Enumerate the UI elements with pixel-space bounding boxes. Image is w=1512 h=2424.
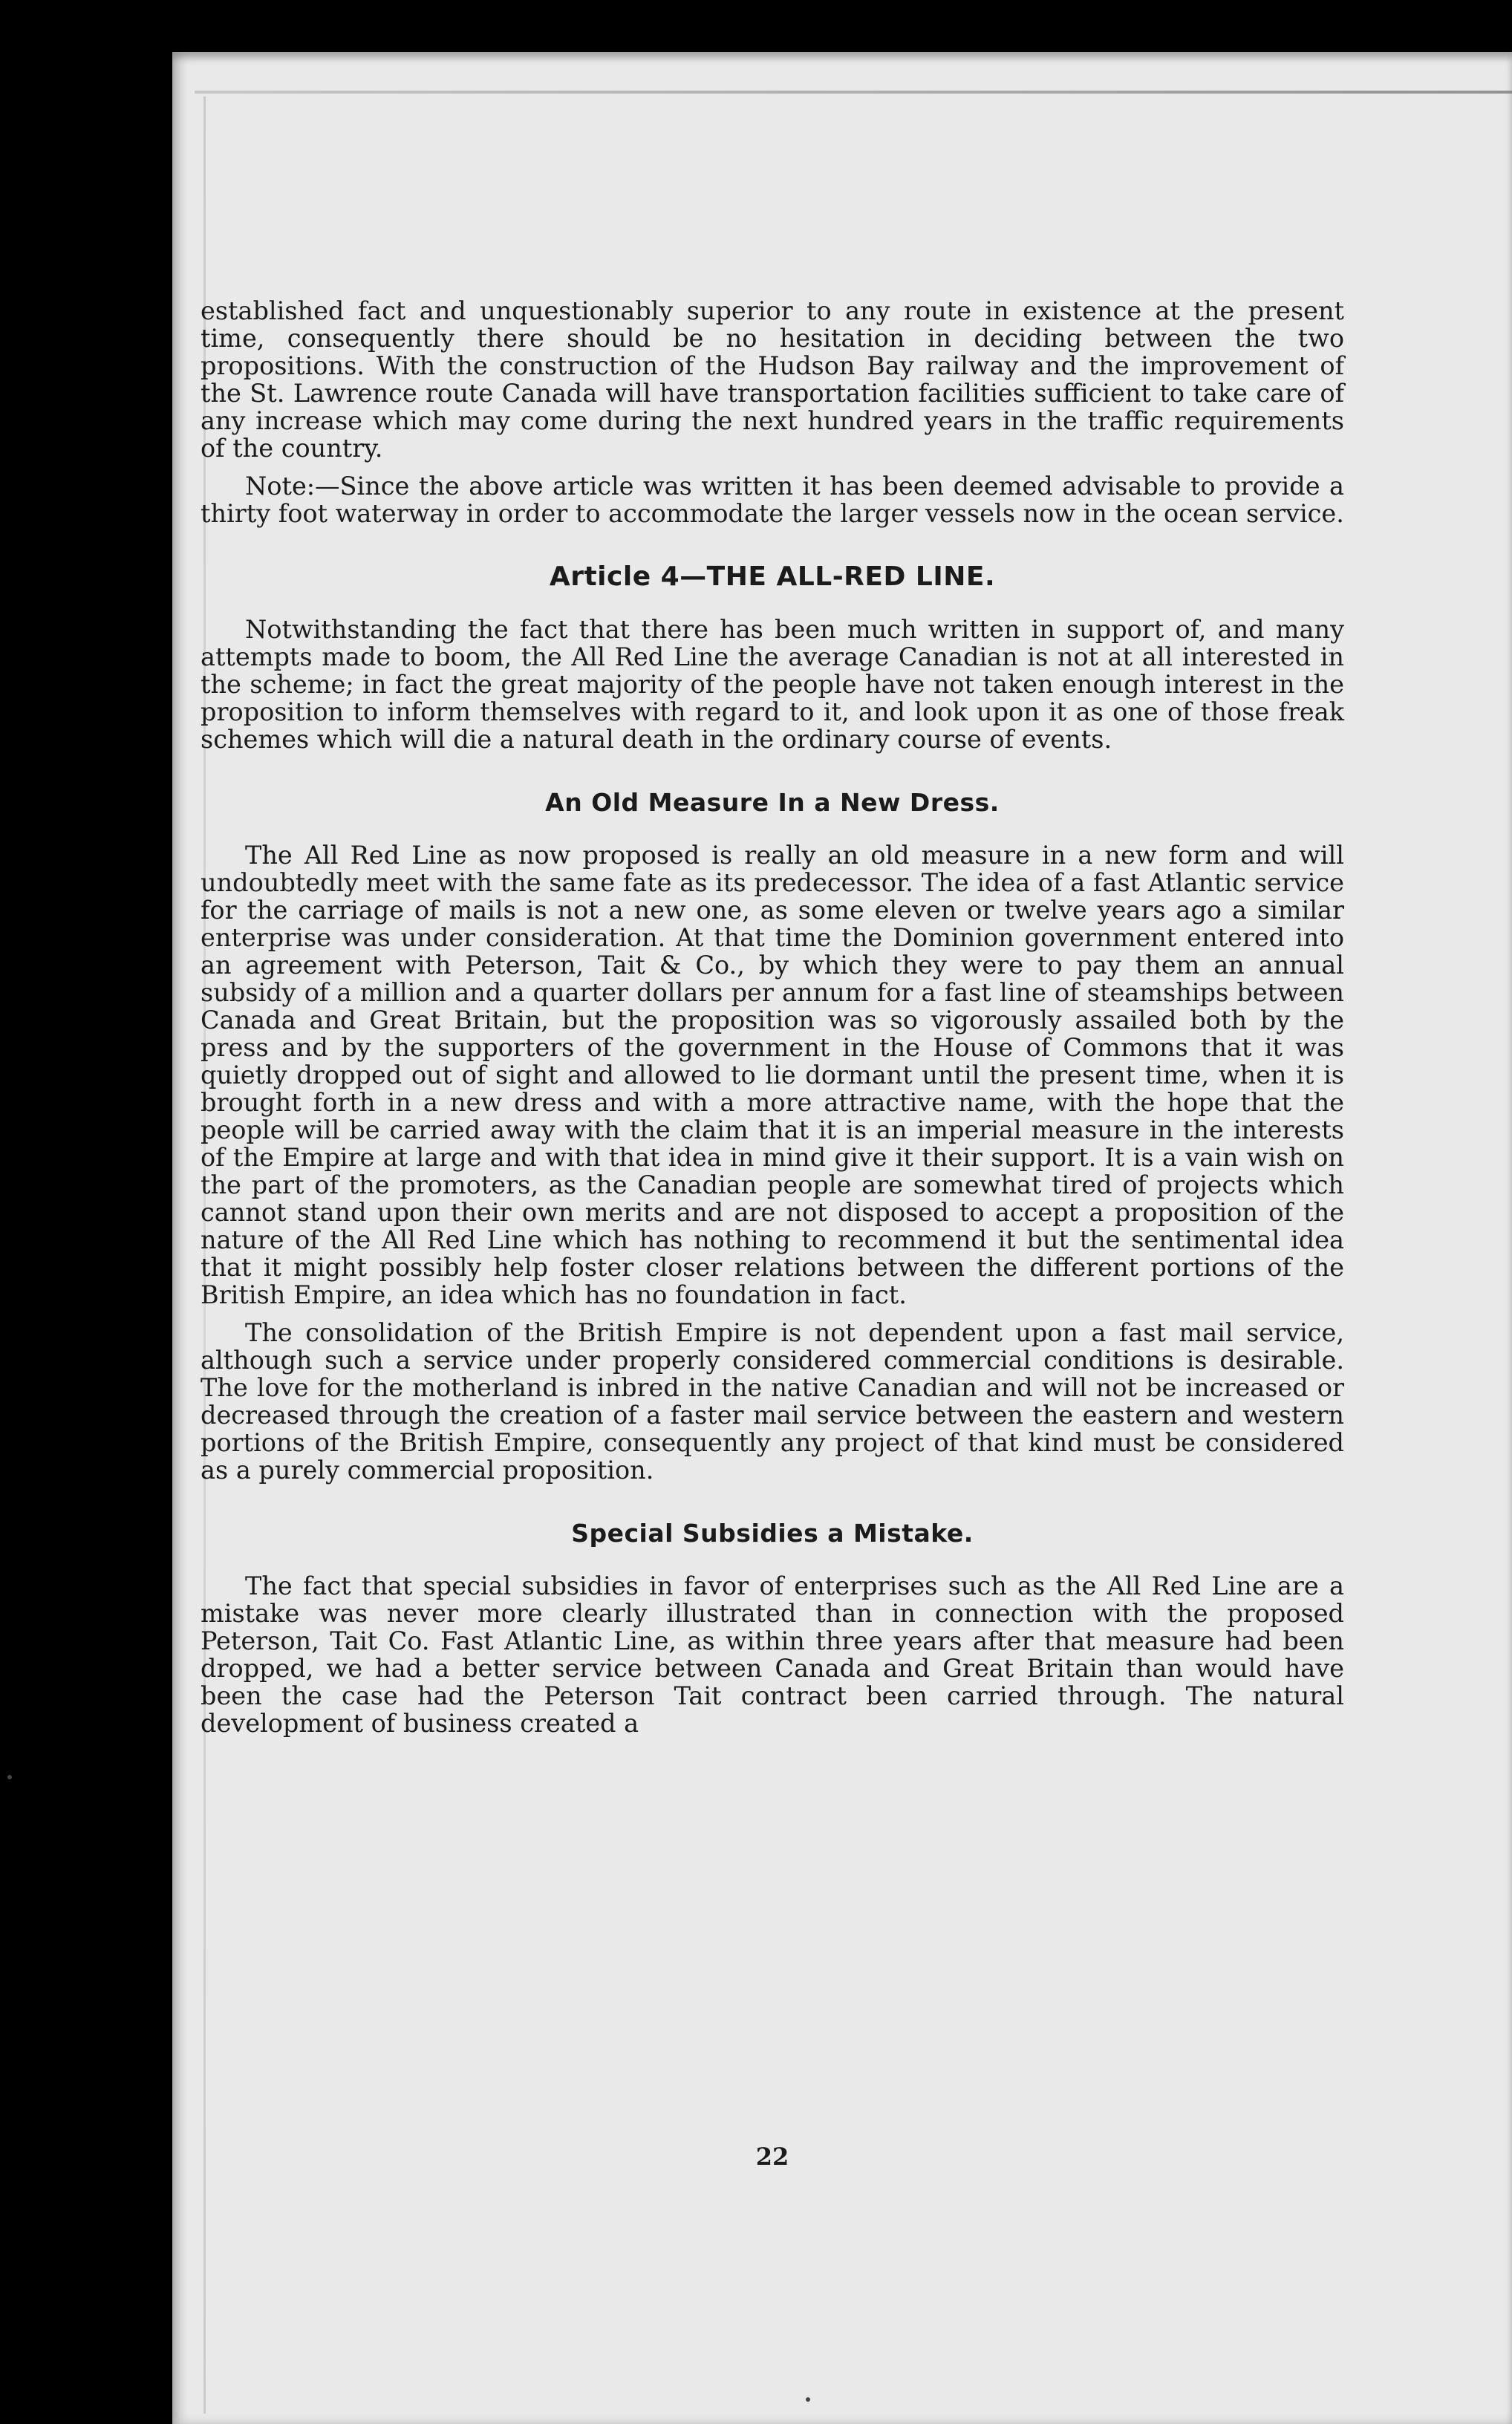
page-number: 22 <box>755 2143 789 2171</box>
scan-speck <box>806 2397 810 2402</box>
body-paragraph: Notwithstanding the fact that there has been much written in support of, and many attempts made to boom, the All Red Line the average Canadian is not at all interested in the scheme; in fact the great majority of the people have not taken enough interest in the proposition to inform themselves with regard to it, and look upon it as one of those freak schemes which will die a natural death in the ordinary course of events. <box>201 615 1344 754</box>
body-paragraph: established fact and unquestionably superior to any route in existence at the present time, consequently there should be no hesitation in deciding between the two propositions. With the construction of the Hudson Bay railway and the improvement of the St. Lawrence route Canada will have transportation facilities sufficient to take care of any increase which may come during the next hundred years in the traffic requirements of the country. <box>201 296 1344 463</box>
section-heading: Special Subsidies a Mistake. <box>571 1519 974 1548</box>
scan-speck <box>7 1775 12 1779</box>
page-text <box>201 297 1344 1747</box>
body-paragraph: The fact that special subsidies in favor of enterprises such as the All Red Line are a mistake was never more clearly illustrated than in connection with the proposed Peterson, Tait Co. Fast Atlantic Line, as within three years after that measure had been dropped, we had a better service between Canada and Great Britain than would have been the case had the Peterson Tait contract been carried through. The natural development of business created a <box>201 1571 1344 1738</box>
body-paragraph: The consolidation of the British Empire is not dependent upon a fast mail service, although such a service under properly considered commercial conditions is desirable. The love for the motherland is inbred in the native Canadian and will not be increased or decreased through the creation of a faster mail service between the eastern and western portions of the British Empire, consequently any project of that kind must be considered as a purely commercial proposition. <box>201 1318 1344 1485</box>
film-frame-edge <box>0 0 1512 52</box>
body-paragraph: The All Red Line as now proposed is really an old measure in a new form and will undoubtedly meet with the same fate as its predecessor. The idea of a fast Atlantic service for the carriage of mails is not a new one, as some eleven or twelve years ago a similar enterprise was under consideration. At that time the Dominion government entered into an agreement with Peterson, Tait & Co., by which they were to pay them an annual subsidy of a million and a quarter dollars per annum for a fast line of steamships between Canada and Great Britain, but the proposition was so vigorously assailed both by the press and by the supporters of the government in the House of Commons that it was quietly dropped out of sight and allowed to lie dormant until the present time, when it is brought forth in a new dress and with a more attractive name, with the hope that the people will be carried away with the claim that it is an imperial measure in the interests of the Empire at large and with that idea in mind give it their support. It is a vain wish on the part of the promoters, as the Canadian people are somewhat tired of projects which cannot stand upon their own merits and are not disposed to accept a proposition of the nature of the All Red Line which has nothing to recommend it but the sentimental idea that it might possibly help foster closer relations between the different portions of the British Empire, an idea which has no foundation in fact. <box>201 841 1344 1309</box>
page-top-edge <box>195 91 1512 94</box>
section-heading: An Old Measure In a New Dress. <box>545 788 1000 817</box>
editorial-note: Note:—Since the above article was written it has been deemed advisable to provide a thirty foot waterway in order to accommodate the larger vessels now in the ocean service. <box>201 472 1344 528</box>
article-heading: Article 4—THE ALL-RED LINE. <box>549 561 996 592</box>
